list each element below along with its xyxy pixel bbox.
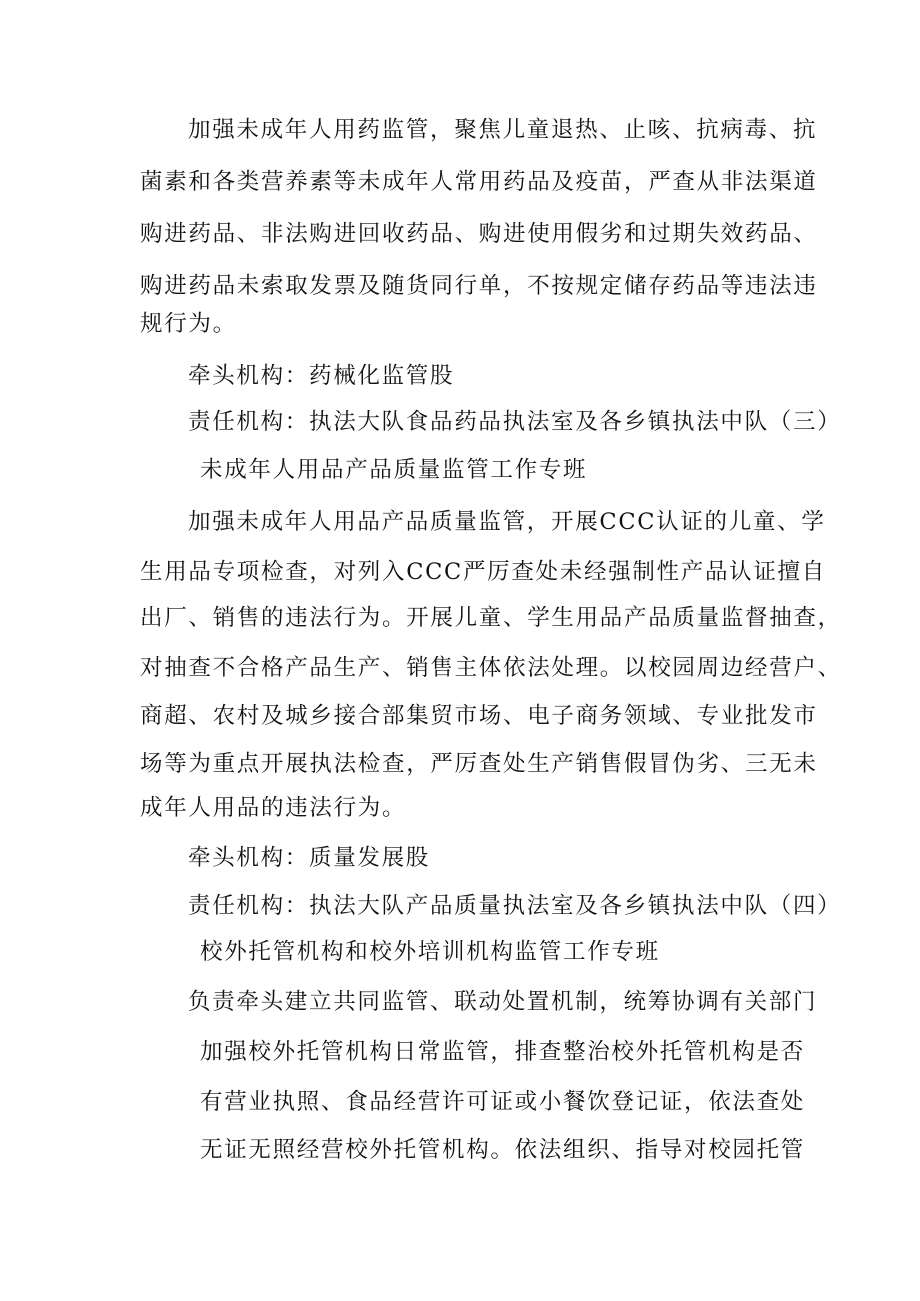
text-line: 责任机构：执法大队产品质量执法室及各乡镇执法中队（四）: [188, 893, 842, 919]
section-heading: 未成年人用品产品质量监管工作专班: [200, 457, 588, 483]
text-line: 对抽查不合格产品生产、销售主体依法处理。以校园周边经营户、: [140, 655, 842, 681]
text-line: 规行为。: [140, 311, 237, 337]
text-line: 牵头机构：药械化监管股: [188, 363, 455, 389]
text-line: 生用品专项检查，对列入CCC严厉查处未经强制性产品认证擅自: [140, 559, 826, 585]
text-line: 商超、农村及城乡接合部集贸市场、电子商务领域、专业批发市: [140, 703, 818, 729]
text-line: 有营业执照、食品经营许可证或小餐饮登记证，依法查处: [200, 1089, 806, 1115]
text-line: 购进药品、非法购进回收药品、购进使用假劣和过期失效药品、: [140, 221, 818, 247]
text-line: 加强未成年人用品产品质量监管，开展CCC认证的儿童、学: [188, 509, 826, 535]
text-line: 责任机构：执法大队食品药品执法室及各乡镇执法中队（三）: [188, 409, 842, 435]
text-line: 加强校外托管机构日常监管，排查整治校外托管机构是否: [200, 1039, 806, 1065]
text-line: 成年人用品的违法行为。: [140, 795, 407, 821]
text-line: 牵头机构：质量发展股: [188, 845, 431, 871]
text-line: 出厂、销售的违法行为。开展儿童、学生用品产品质量监督抽查，: [140, 605, 842, 631]
text-line: 菌素和各类营养素等未成年人常用药品及疫苗，严查从非法渠道: [140, 169, 818, 195]
text-line: 场等为重点开展执法检查，严厉查处生产销售假冒伪劣、三无未: [140, 751, 818, 777]
text-line: 购进药品未索取发票及随货同行单，不按规定储存药品等违法违: [140, 273, 818, 299]
section-heading: 校外托管机构和校外培训机构监管工作专班: [200, 939, 660, 965]
text-line: 负责牵头建立共同监管、联动处置机制，统筹协调有关部门: [188, 989, 818, 1015]
text-line: 无证无照经营校外托管机构。依法组织、指导对校园托管: [200, 1137, 806, 1163]
text-line: 加强未成年人用药监管，聚焦儿童退热、止咳、抗病毒、抗: [188, 117, 818, 143]
